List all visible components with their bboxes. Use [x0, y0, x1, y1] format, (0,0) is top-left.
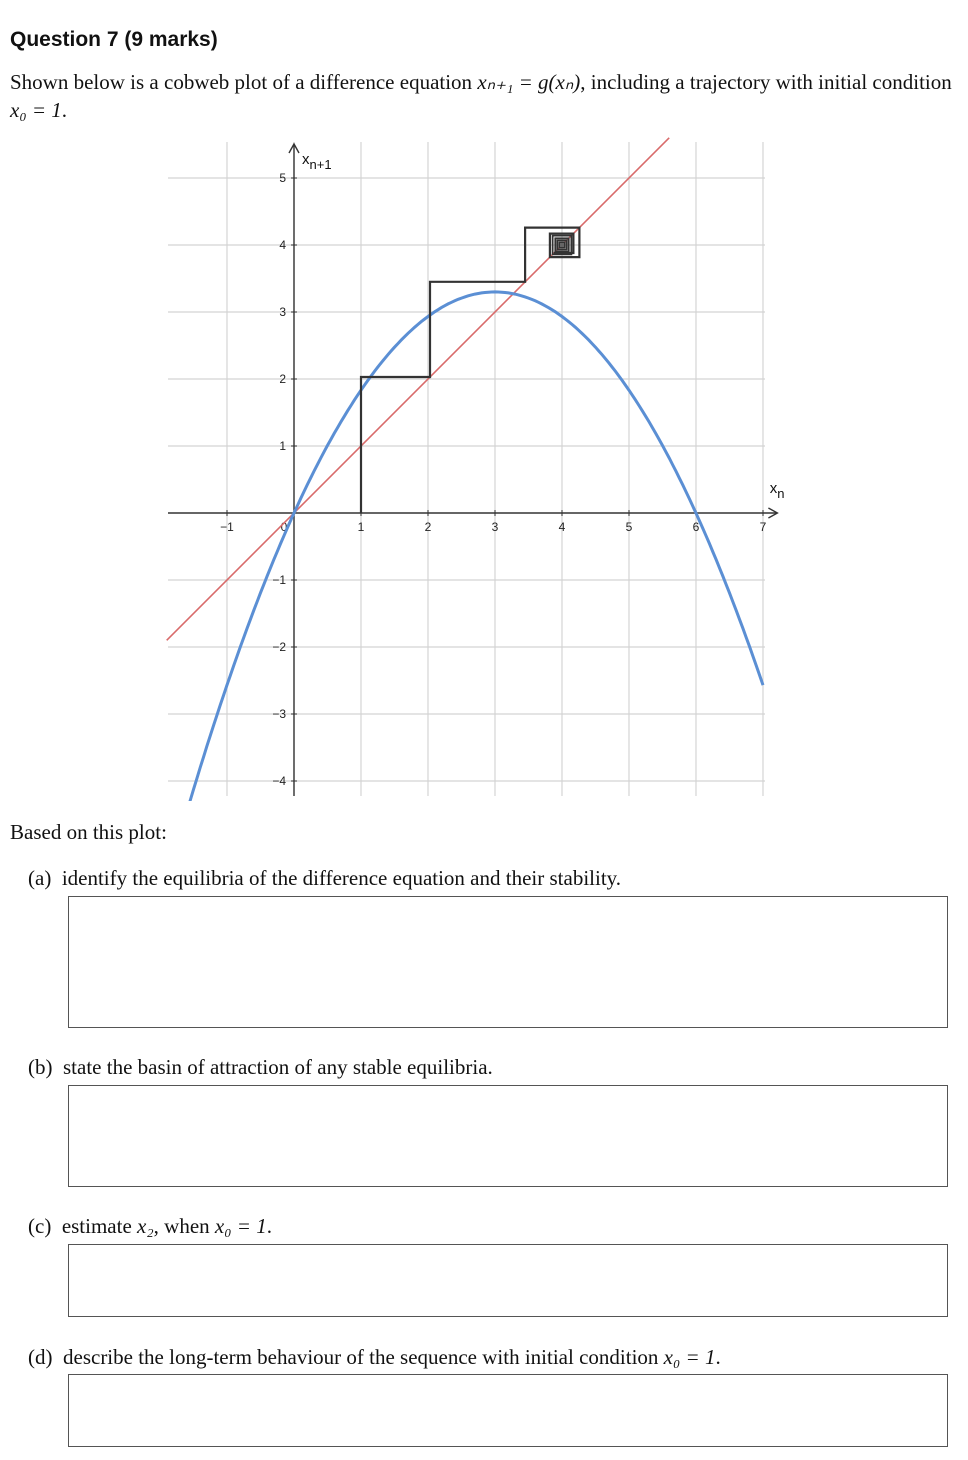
part-c-math2: x₀ = 1: [214, 1214, 267, 1238]
part-c-prompt: [28, 1214, 272, 1239]
part-d-answer-box[interactable]: [68, 1374, 948, 1447]
question-title: Question 7 (9 marks): [10, 28, 218, 51]
cobweb-path: [361, 228, 579, 513]
question-intro: [10, 68, 960, 124]
plot-axes: [168, 144, 777, 796]
part-c-text-pre: estimate: [61, 1214, 138, 1238]
y-tick-label: −4: [272, 774, 286, 788]
part-b-prompt: [28, 1055, 493, 1080]
x-tick-label: 4: [558, 520, 566, 534]
part-c-math: x₂: [137, 1214, 154, 1238]
cobweb-center: [560, 243, 564, 247]
x-tick-label: 3: [491, 520, 499, 534]
cobweb-trajectory: [361, 228, 579, 513]
x-tick-label: 2: [424, 520, 432, 534]
intro-equation: xₙ₊₁ = g(xₙ): [477, 70, 581, 94]
x-tick-label: 0: [280, 520, 288, 534]
plot-curves: [167, 138, 763, 801]
part-a-prompt: [28, 866, 621, 891]
based-on-text: Based on this plot:: [10, 820, 167, 844]
x-tick-label: −1: [220, 520, 234, 534]
intro-text-2: , including a trajectory with initial condition: [580, 70, 952, 94]
x-tick-label: 7: [759, 520, 767, 534]
part-d-label: (d): [28, 1345, 53, 1369]
y-tick-label: 1: [279, 439, 286, 453]
part-c-answer-box[interactable]: [68, 1244, 948, 1317]
part-a-answer-box[interactable]: [68, 896, 948, 1028]
y-tick-label: −2: [272, 640, 286, 654]
y-tick-label: 2: [279, 372, 286, 386]
part-b-answer-box[interactable]: [68, 1085, 948, 1187]
plot-ticks: [220, 171, 767, 788]
intro-initial-condition: x₀ = 1: [10, 98, 62, 122]
part-d-text-end: .: [715, 1345, 721, 1369]
part-d-text-pre: describe the long-term behaviour of the sequence with initial condition: [63, 1345, 664, 1369]
y-tick-label: 4: [279, 238, 286, 252]
part-b-label: (b): [28, 1055, 53, 1079]
part-d-math: x₀ = 1: [663, 1345, 716, 1369]
g-curve: [180, 292, 763, 801]
intro-end: .: [61, 98, 68, 122]
identity-line: [167, 138, 670, 641]
y-tick-label: −3: [272, 707, 286, 721]
x-axis-label: xn: [769, 480, 785, 501]
x-tick-label: 6: [692, 520, 700, 534]
y-axis-label: xn+1: [302, 151, 332, 172]
y-tick-label: −1: [272, 573, 286, 587]
x-tick-label: 1: [357, 520, 365, 534]
part-a-text: identify the equilibria of the difference equation and their stability.: [61, 866, 622, 890]
part-c-label: (c): [28, 1214, 52, 1238]
y-tick-label: 3: [279, 305, 286, 319]
part-d-prompt: [28, 1345, 721, 1370]
y-tick-label: 5: [279, 171, 286, 185]
part-c-text-end: .: [266, 1214, 272, 1238]
part-c-text-mid: , when: [153, 1214, 215, 1238]
intro-text-1: Shown below is a cobweb plot of a difference equation: [10, 70, 478, 94]
part-a-label: (a): [28, 866, 52, 890]
cobweb-plot: [150, 136, 790, 801]
part-b-text: state the basin of attraction of any stable equilibria.: [63, 1055, 493, 1079]
x-tick-label: 5: [625, 520, 633, 534]
